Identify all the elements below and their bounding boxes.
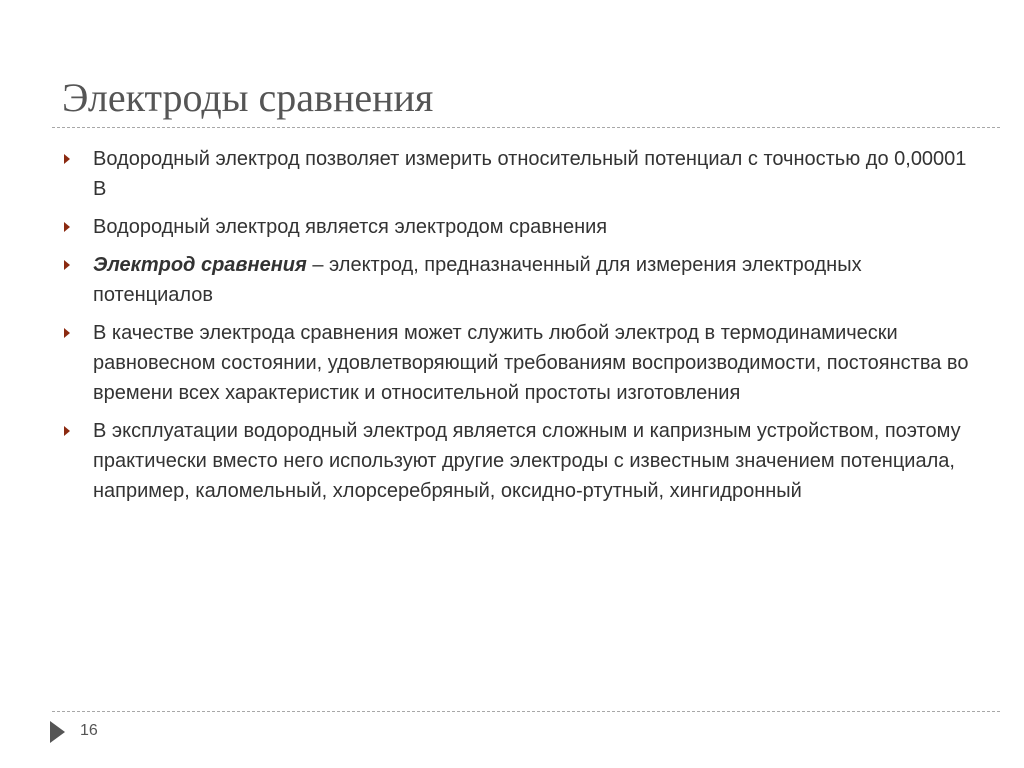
bullet-text: Водородный электрод является электродом сравнения — [93, 216, 608, 238]
title-divider — [52, 127, 1000, 128]
bullet-triangle-icon — [64, 260, 70, 270]
footer-divider — [52, 711, 1000, 712]
bullet-text: В эксплуатации водородный электрод является сложным и капризным устройством, поэтому практически вместо него используют другие электроды с известным значением потенциала, например, каломельный, хлорсеребряный, оксидно-ртутный, хингидронный — [93, 420, 961, 502]
bullet-list — [62, 144, 982, 514]
bullet-text: Водородный электрод позволяет измерить относительный потенциал с точностью до 0,00001 В — [93, 148, 967, 200]
bullet-triangle-icon — [64, 154, 70, 164]
bullet-item — [62, 416, 982, 506]
bullet-triangle-icon — [64, 222, 70, 232]
bullet-item — [62, 318, 982, 408]
bullet-text: – электрод, предназначенный для измерения электродных потенциалов — [93, 254, 862, 306]
page-number: 16 — [80, 722, 98, 739]
bullet-item — [62, 212, 982, 242]
bullet-term: Электрод сравнения — [93, 254, 307, 276]
bullet-text: В качестве электрода сравнения может служить любой электрод в термодинамически равновесном состоянии, удовлетворяющий требованиям воспроизводимости, постоянства во времени всех характеристик и относительной простоты изготовления — [93, 322, 969, 404]
bullet-item — [62, 250, 982, 310]
bullet-item — [62, 144, 982, 204]
slide-title: Электроды сравнения — [62, 75, 434, 120]
bullet-triangle-icon — [64, 426, 70, 436]
footer-triangle-icon — [50, 721, 65, 743]
bullet-triangle-icon — [64, 328, 70, 338]
